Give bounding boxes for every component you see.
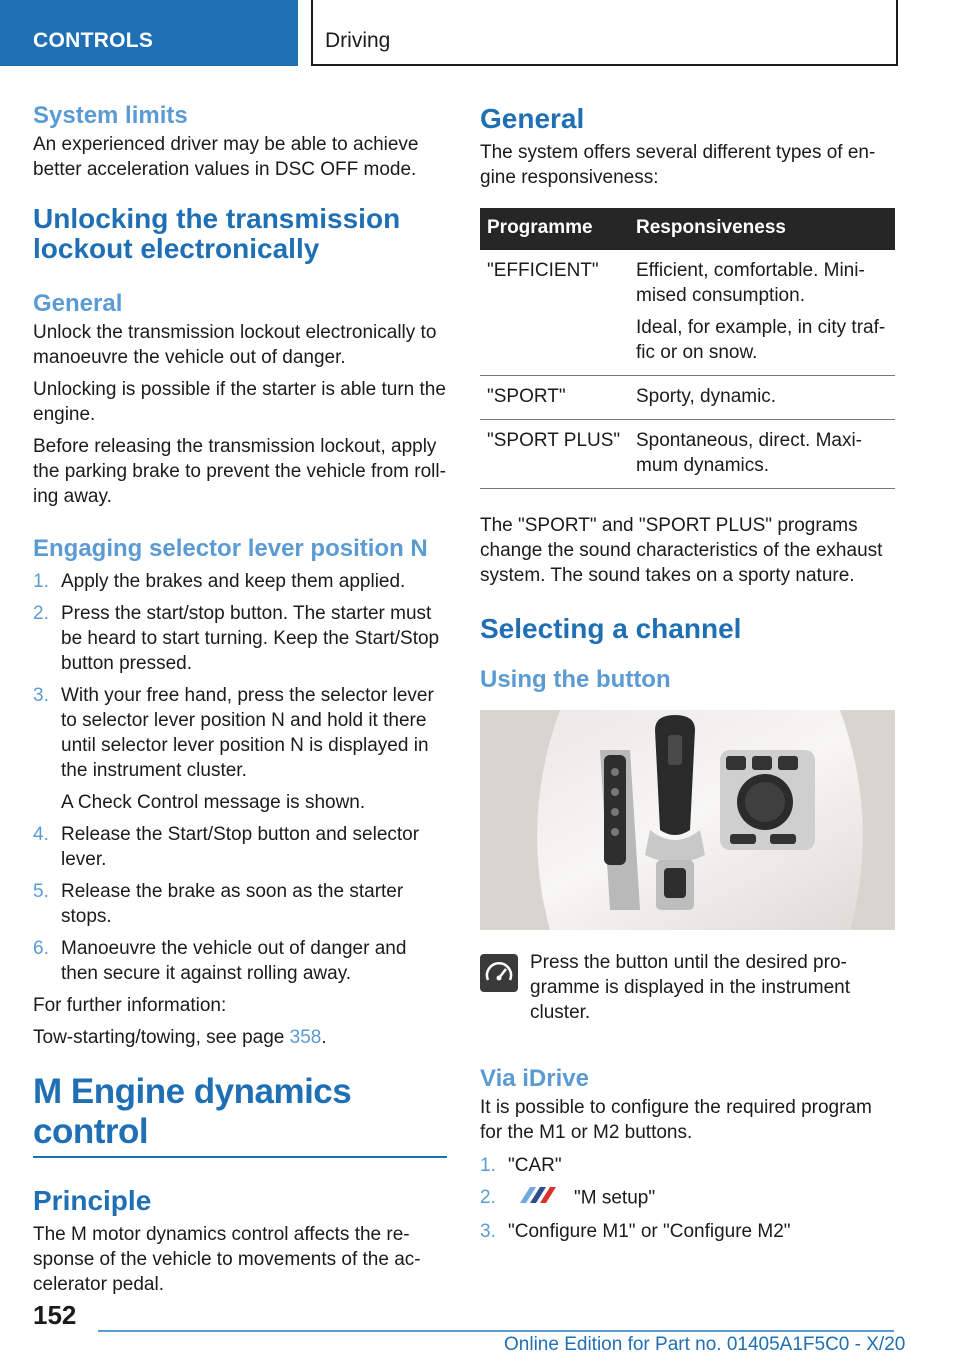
principle-heading: Principle xyxy=(33,1185,152,1216)
table-header-programme: Programme xyxy=(487,217,593,238)
system-limits-text: An experienced driver may be able to achieve better acceleration values in DSC OFF mode. xyxy=(33,134,419,180)
step-extra: A Check Control message is shown. xyxy=(61,792,366,813)
step-text: Manoeuvre the vehicle out of danger and then secure it against rolling away. xyxy=(61,938,407,984)
page-link[interactable]: 358 xyxy=(289,1027,322,1048)
responsiveness-line: Efficient, comfortable. Mini-mised consumption. xyxy=(636,260,865,306)
step-number: 4. xyxy=(33,824,49,845)
see-page-line xyxy=(33,1025,447,1050)
table-row xyxy=(480,420,895,489)
m-engine-heading-block xyxy=(33,1072,447,1158)
footer-divider xyxy=(98,1330,894,1332)
unlocking-p3: Before releasing the transmission lockout, apply the parking brake to prevent the vehicle from roll-ing away. xyxy=(33,436,446,507)
chapter-tab xyxy=(311,0,898,66)
unlocking-p2: Unlocking is possible if the starter is able turn the engine. xyxy=(33,379,446,425)
engaging-heading: Engaging selector lever position N xyxy=(33,535,428,562)
idrive-steps xyxy=(480,1153,895,1244)
chapter-label: Driving xyxy=(325,29,391,52)
step-number: 5. xyxy=(33,881,49,902)
programme-cell: "EFFICIENT" xyxy=(480,250,629,376)
responsiveness-cell: Sporty, dynamic. xyxy=(629,376,895,420)
further-info: For further information: xyxy=(33,995,227,1016)
responsiveness-cell: Spontaneous, direct. Maxi-mum dynamics. xyxy=(629,420,895,489)
table-header-responsiveness: Responsiveness xyxy=(636,217,786,238)
step-number: 2. xyxy=(33,603,49,624)
list-item xyxy=(33,569,447,594)
list-item xyxy=(480,1185,895,1212)
engaging-steps xyxy=(33,569,447,986)
list-item xyxy=(33,601,447,676)
list-item xyxy=(480,1219,895,1244)
page-header xyxy=(0,0,960,66)
programme-cell: "SPORT PLUS" xyxy=(480,420,629,489)
responsiveness-cell xyxy=(629,250,895,376)
list-item xyxy=(33,879,447,929)
right-column xyxy=(480,100,895,1251)
section-tab xyxy=(0,0,298,66)
step-text: "M setup" xyxy=(574,1187,656,1209)
step-text: With your free hand, press the selector lever to selector lever position N and hold it there until selector lever position N is displayed in the instrument cluster. xyxy=(61,685,434,781)
responsiveness-line: Ideal, for example, in city traf-fic or on snow. xyxy=(636,317,886,363)
programme-cell: "SPORT" xyxy=(480,376,629,420)
list-item xyxy=(33,936,447,986)
console-illustration xyxy=(480,710,895,930)
step-number: 1. xyxy=(480,1155,496,1176)
programme-table xyxy=(480,208,895,489)
idrive-text: It is possible to configure the required program for the M1 or M2 buttons. xyxy=(480,1097,872,1143)
page-number: 152 xyxy=(33,1300,77,1330)
sound-text: The "SPORT" and "SPORT PLUS" programs change the sound characteristics of the exhaust system. The sound takes on a sporty nature. xyxy=(480,515,883,586)
step-number: 2. xyxy=(480,1187,496,1208)
unlocking-p1: Unlock the transmission lockout electronically to manoeuvre the vehicle out of danger. xyxy=(33,322,437,368)
table-row xyxy=(480,376,895,420)
idrive-heading: Via iDrive xyxy=(480,1065,589,1092)
selecting-heading: Selecting a channel xyxy=(480,613,742,644)
system-limits-heading: System limits xyxy=(33,102,188,129)
edition-text: Online Edition for Part no. 01405A1F5C0 - X/20 xyxy=(504,1334,906,1355)
table-row xyxy=(480,250,895,376)
left-column xyxy=(33,100,447,1297)
step-text: Release the brake as soon as the starter stops. xyxy=(61,881,404,927)
button-text: Press the button until the desired pro-gramme is displayed in the instrument cluster. xyxy=(530,952,850,1023)
list-item xyxy=(33,822,447,872)
m-stripes-icon xyxy=(510,1185,562,1212)
table-header-row xyxy=(480,208,895,250)
step-text: "CAR" xyxy=(508,1155,562,1176)
m-mode-button-icon xyxy=(480,954,518,992)
see-suffix: . xyxy=(321,1027,327,1048)
list-item xyxy=(33,683,447,815)
step-text: Release the Start/Stop button and selector lever. xyxy=(61,824,420,870)
step-number: 3. xyxy=(33,685,49,706)
console-photo xyxy=(480,710,895,930)
unlocking-heading: Unlocking the transmission lockout electronically xyxy=(33,203,401,264)
list-item xyxy=(480,1153,895,1178)
button-note xyxy=(480,950,895,1025)
general-heading: General xyxy=(480,103,585,134)
unlocking-general-heading: General xyxy=(33,290,123,317)
step-number: 6. xyxy=(33,938,49,959)
principle-text: The M motor dynamics control affects the re-sponse of the vehicle to movements of the ac-celerator pedal. xyxy=(33,1224,421,1295)
general-text: The system offers several different types of en-gine responsiveness: xyxy=(480,142,876,188)
m-engine-heading: M Engine dynamics control xyxy=(33,1072,352,1151)
step-text: Apply the brakes and keep them applied. xyxy=(61,571,406,592)
step-number: 3. xyxy=(480,1221,496,1242)
button-heading: Using the button xyxy=(480,666,671,693)
step-text: "Configure M1" or "Configure M2" xyxy=(508,1221,791,1242)
section-label: CONTROLS xyxy=(33,29,154,52)
see-prefix: Tow-starting/towing, see page xyxy=(33,1027,290,1048)
step-text: Press the start/stop button. The starter must be heard to start turning. Keep the Start/Stop button pressed. xyxy=(61,603,440,674)
step-number: 1. xyxy=(33,571,49,592)
